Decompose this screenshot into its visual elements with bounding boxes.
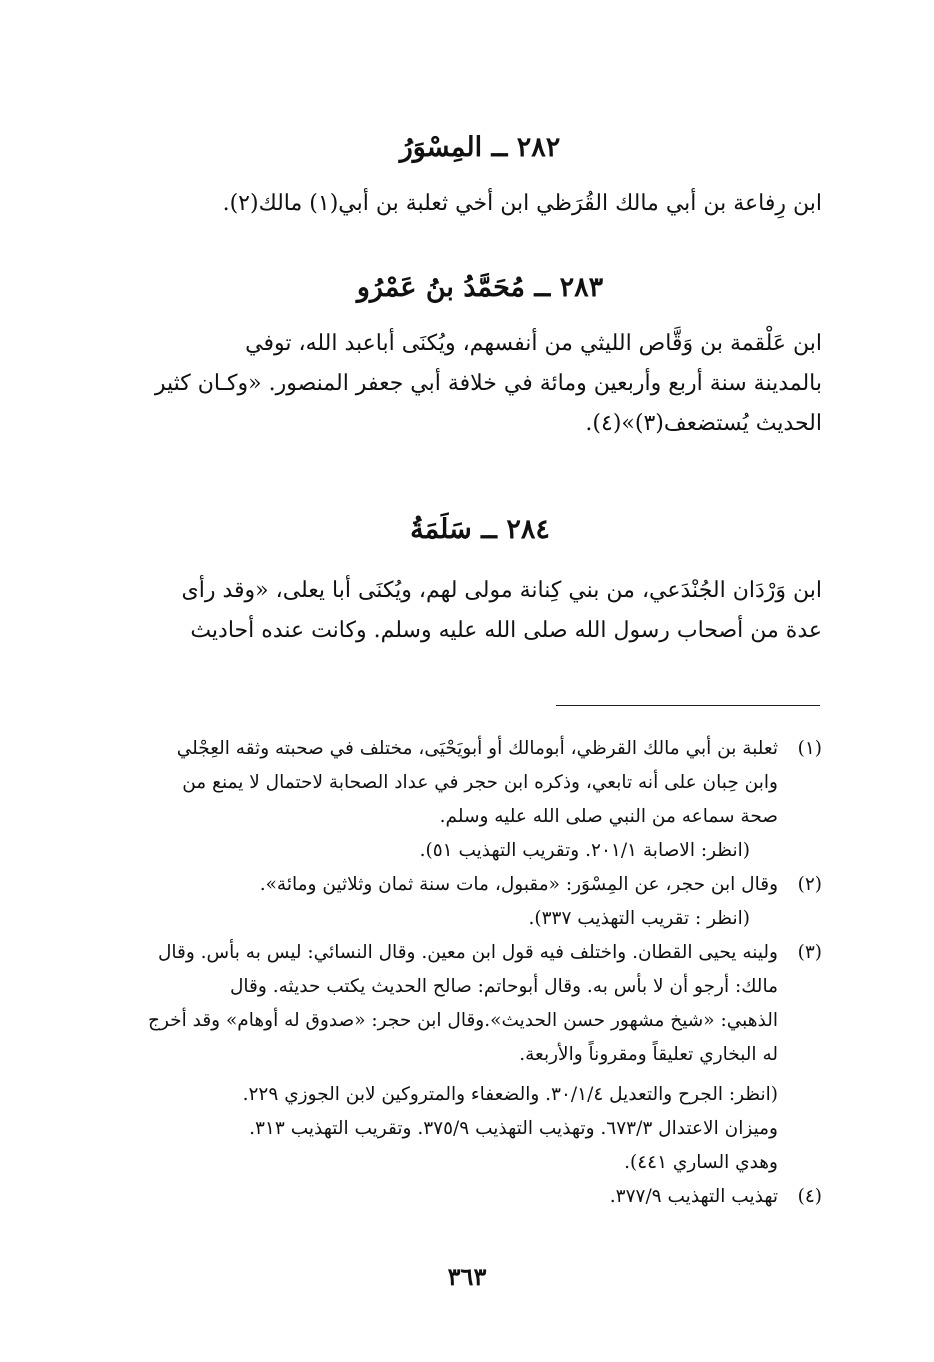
footnote-4	[116, 1180, 822, 1214]
body-line: عدة من أصحاب رسول الله صلى الله عليه وسلم. وكانت عنده أحاديث	[190, 618, 822, 643]
footnote-1	[116, 732, 822, 868]
footnote-reference: وميزان الاعتدال ٦٧٣/٣. وتهذيب التهذيب ٣٧٥/٩. وتقريب التهذيب ٣١٣.	[249, 1118, 778, 1139]
entry-body-283	[122, 324, 822, 444]
body-line: ابن عَلْقمة بن وَقَّاص الليثي من أنفسهم، ويُكنَى أباعبد الله، توفي	[245, 331, 822, 356]
footnote-body	[116, 936, 778, 1180]
footnote-line: ولينه يحيى القطان. واختلف فيه قول ابن معين. وقال النسائي: ليس به بأس. وقال	[157, 942, 778, 963]
footnote-number: (٤)	[797, 1186, 822, 1207]
footnote-line: صحة سماعه من النبي صلى الله عليه وسلم.	[439, 806, 778, 827]
footnote-3	[116, 936, 822, 1180]
footnote-body	[116, 1180, 778, 1214]
footnote-line: مالك: أرجو أن لا بأس به. وقال أبوحاتم: صالح الحديث يكتب حديثه. وقال	[229, 976, 778, 997]
footnote-reference: (انظر: الاصابة ٢٠١/١. وتقريب التهذيب ٥١).	[419, 840, 750, 861]
footnote-line: له البخاري تعليقاً ومقروناً والأربعة.	[519, 1044, 778, 1065]
footnote-line: وابن حِبان على أنه تابعي، وذكره ابن حجر في عداد الصحابة لاحتمال لا يمنع من	[182, 772, 778, 793]
body-line: ابن رِفاعة بن أبي مالك القُرَظي ابن أخي ثعلبة بن أبي(١) مالك(٢).	[222, 191, 822, 216]
entry-title-282: ٢٨٢ ــ المِسْوَرُ	[399, 132, 561, 163]
footnote-body	[116, 732, 778, 868]
footnote-reference: (انظر: الجرح والتعديل ٣٠/١/٤. والضعفاء والمتروكين لابن الجوزي ٢٢٩.	[242, 1084, 778, 1105]
footnote-line: تهذيب التهذيب ٣٧٧/٩.	[609, 1186, 778, 1207]
footnote-body	[116, 868, 778, 936]
entry-title-283: ٢٨٣ ــ مُحَمَّدُ بنُ عَمْرُو	[356, 272, 604, 303]
footnote-line: الذهبي: «شيخ مشهور حسن الحديث».وقال ابن حجر: «صدوق له أوهام» وقد أخرج	[148, 1010, 778, 1031]
body-line: ابن وَرْدَان الجُنْدَعي، من بني كِنانة مولى لهم، ويُكنَى أبا يعلى، «وقد رأى	[181, 578, 822, 603]
entry-title-284: ٢٨٤ ــ سَلَمَةُ	[410, 514, 550, 545]
footnote-number: (٢)	[797, 874, 822, 895]
footnote-line: وقال ابن حجر، عن المِسْوَر: «مقبول، مات سنة ثمان وثلاثين ومائة».	[259, 874, 778, 895]
footnote-2	[116, 868, 822, 936]
footnotes	[116, 732, 822, 1214]
footnote-reference: (انظر : تقريب التهذيب ٣٣٧).	[528, 908, 750, 929]
entry-body-282	[122, 184, 822, 224]
footnote-line: ثعلبة بن أبي مالك القرظي، أبومالك أو أبويَحْيَى، مختلف في صحبته وثقه العِجْلي	[176, 738, 778, 759]
footnote-reference: وهدي الساري ٤٤١).	[624, 1152, 778, 1173]
footnote-separator	[556, 705, 820, 706]
body-line: الحديث يُستضعف(٣)»(٤).	[585, 411, 822, 436]
page-number: ٣٦٣	[447, 1262, 487, 1291]
footnote-number: (١)	[797, 738, 822, 759]
entry-body-284	[122, 571, 822, 651]
body-line: بالمدينة سنة أربع وأربعين ومائة في خلافة أبي جعفر المنصور. «وكـان كثير	[154, 371, 822, 396]
footnote-number: (٣)	[797, 942, 822, 963]
